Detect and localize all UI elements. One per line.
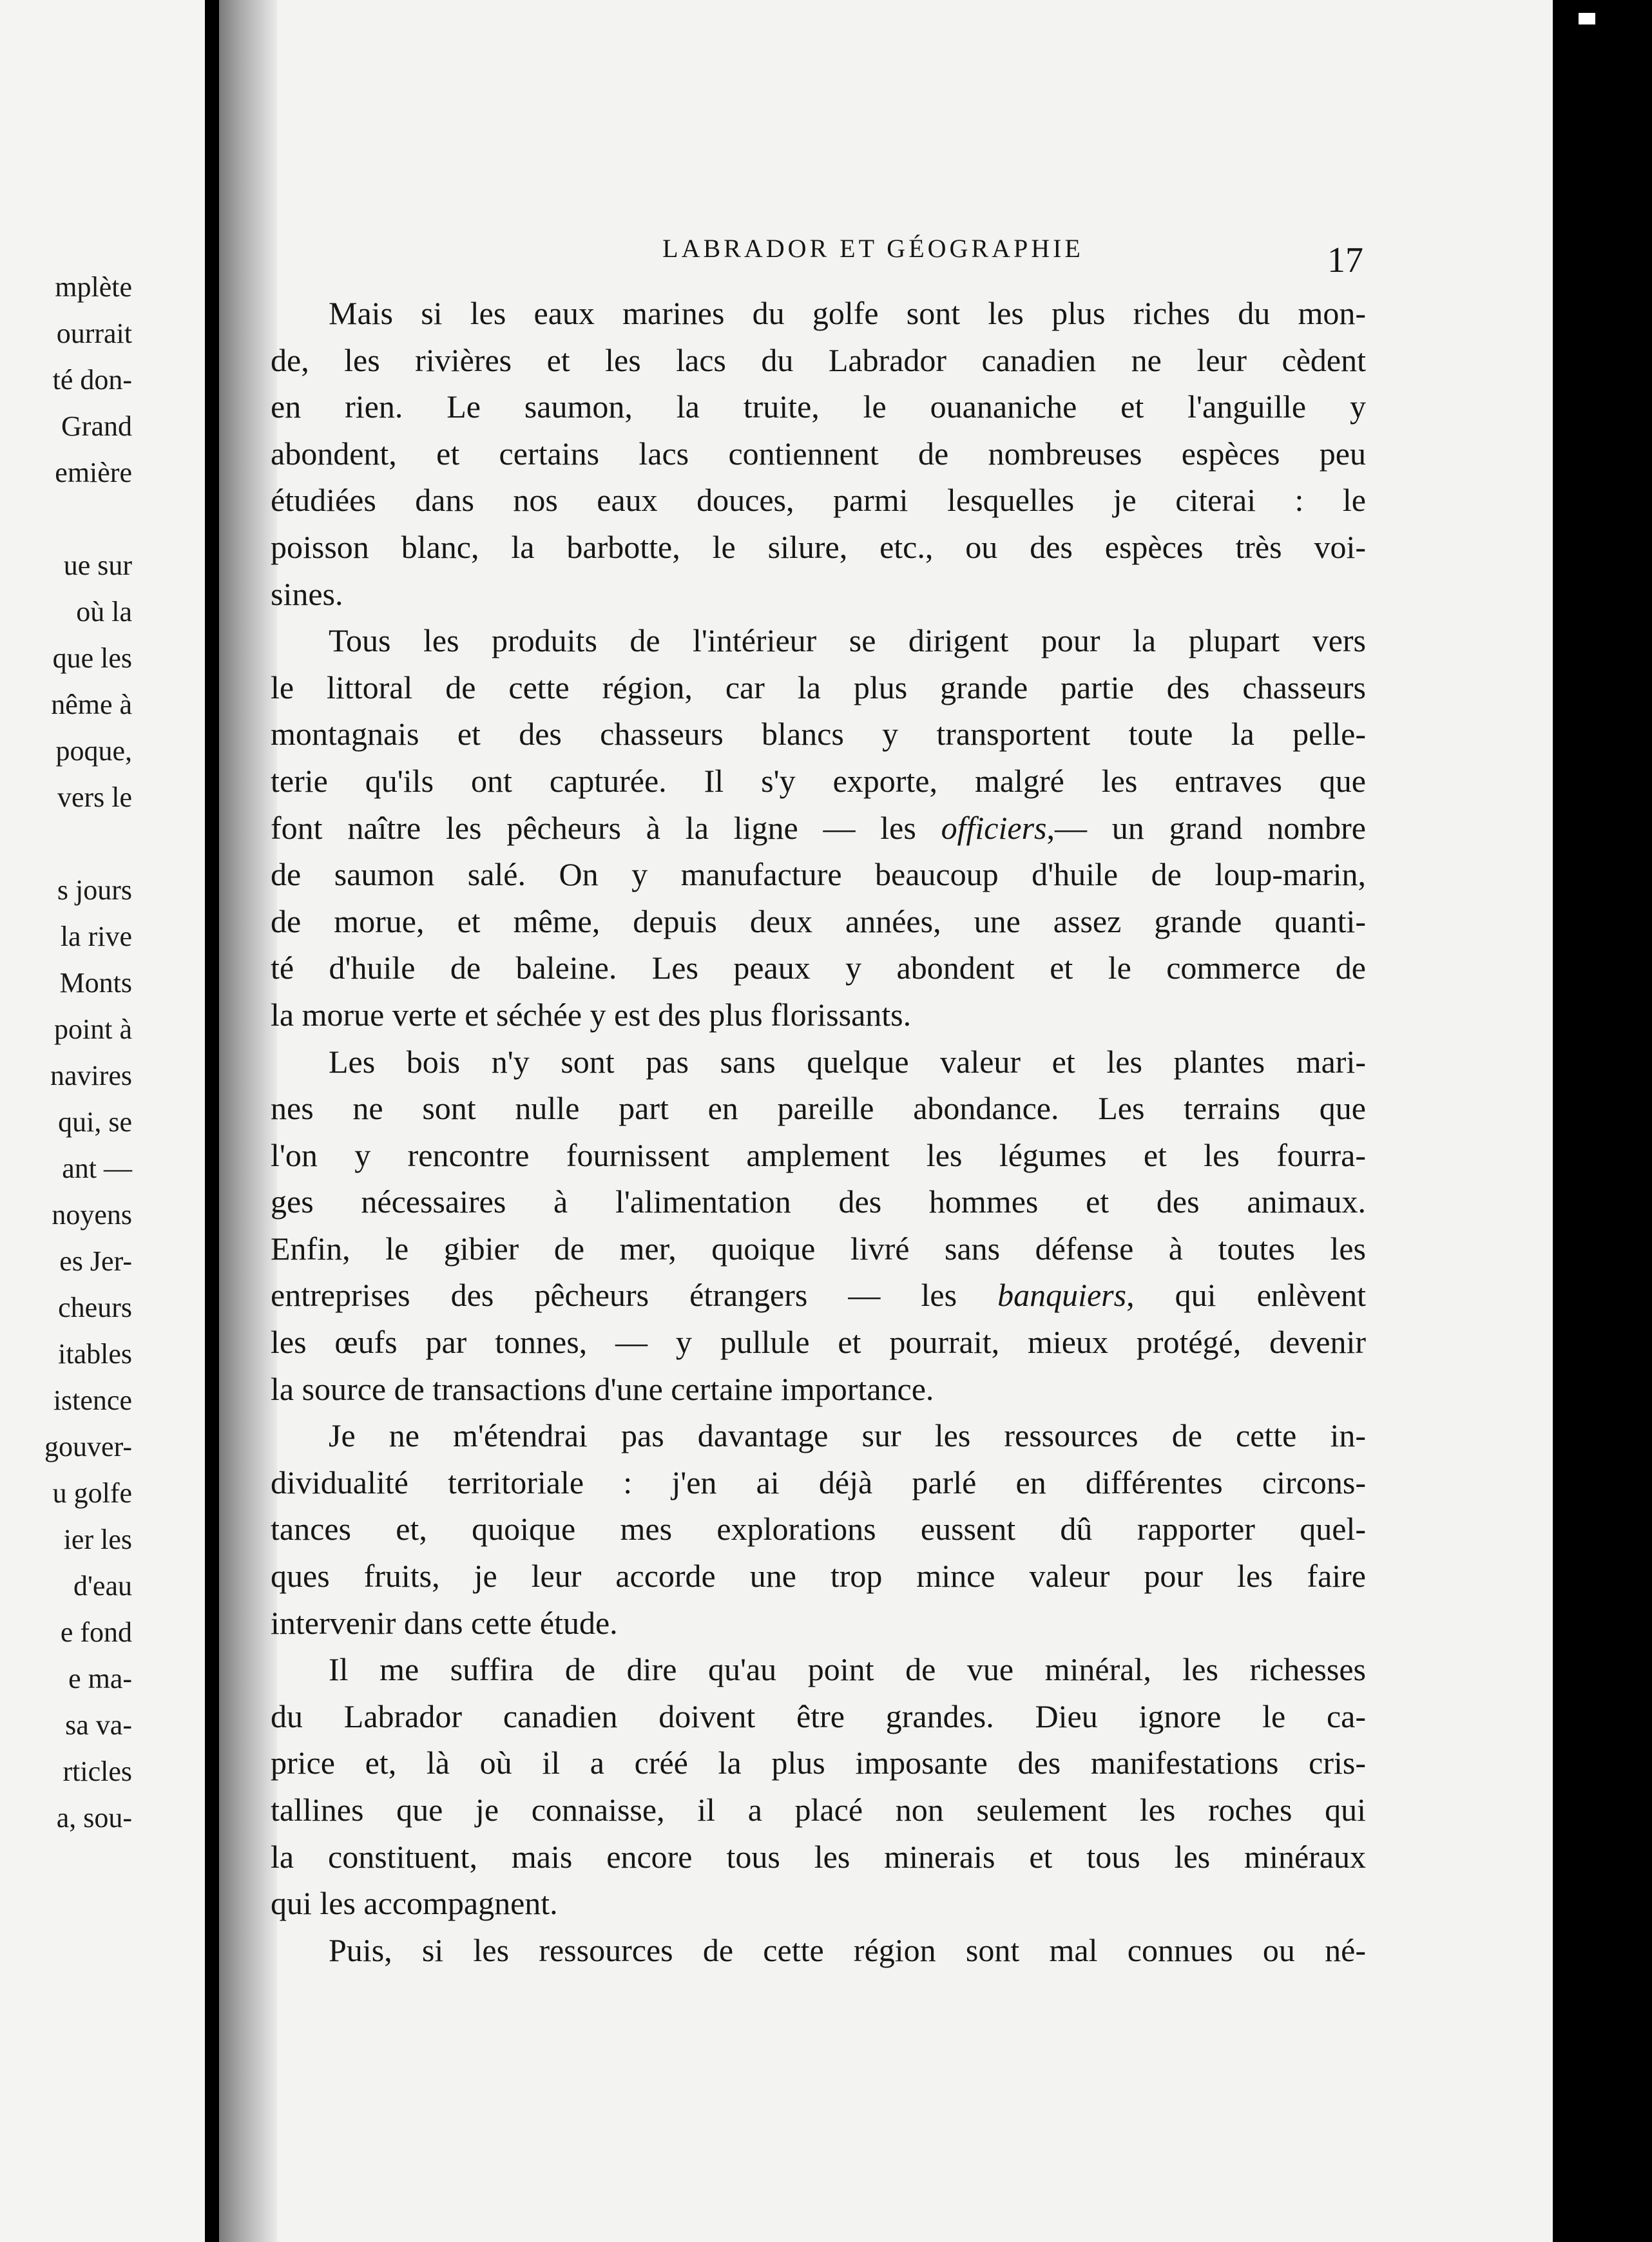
text-line: Enfin, le gibier de mer, quoique livré sans défense à toutes les	[271, 1230, 1366, 1267]
text-line: Je ne m'étendrai pas davantage sur les ressources de cette in-	[329, 1417, 1366, 1454]
edge-mark	[1579, 13, 1595, 24]
left-page-fragment: d'eau	[73, 1570, 132, 1602]
left-page-fragment: es Jer-	[59, 1245, 132, 1277]
text-segment: , qui enlèvent	[1126, 1277, 1366, 1314]
left-page-fragment: s jours	[57, 874, 132, 906]
page-edge	[1553, 0, 1652, 2242]
left-page-fragment: point à	[54, 1013, 132, 1045]
left-page-fragment: la rive	[60, 921, 132, 952]
text-line: le littoral de cette région, car la plus grande partie des chasseurs	[271, 669, 1366, 705]
text-line: nes ne sont nulle part en pareille abondance. Les terrains que	[271, 1090, 1366, 1127]
left-page-fragment: Grand	[61, 410, 132, 442]
left-page-fragment: ier les	[63, 1524, 132, 1555]
left-page-fragment: emière	[55, 457, 132, 488]
running-head: LABRADOR ET GÉOGRAPHIE	[662, 234, 1084, 263]
text-line: price et, là où il a créé la plus imposante des manifestations cris-	[271, 1745, 1366, 1781]
text-line: té d'huile de baleine. Les peaux y abondent et le commerce de	[271, 950, 1366, 986]
italic-term: officiers	[941, 809, 1047, 846]
left-page-fragment: istence	[53, 1384, 132, 1416]
text-line: poisson blanc, la barbotte, le silure, etc., ou des espèces très voi-	[271, 528, 1366, 565]
left-page-fragment: gouver-	[44, 1431, 132, 1462]
text-line: la constituent, mais encore tous les minerais et tous les minéraux	[271, 1838, 1366, 1875]
text-line: dividualité territoriale : j'en ai déjà parlé en différentes circons-	[271, 1464, 1366, 1500]
text-line: Il me suffira de dire qu'au point de vue minéral, les richesses	[329, 1651, 1366, 1688]
text-line: tances et, quoique mes explorations eussent dû rapporter quel-	[271, 1511, 1366, 1547]
text-line: en rien. Le saumon, la truite, le ouananiche et l'anguille y	[271, 388, 1366, 425]
italic-term: banquiers	[997, 1277, 1127, 1314]
left-page	[0, 0, 205, 2242]
text-line: Les bois n'y sont pas sans quelque valeur et les plantes mari-	[329, 1043, 1366, 1080]
text-segment: font naître les pêcheurs à la ligne — les	[271, 809, 941, 846]
book-spine	[219, 0, 277, 2242]
left-page-fragment: itables	[58, 1338, 132, 1370]
left-page-fragment: que les	[52, 642, 132, 674]
text-line: ques fruits, je leur accorde une trop mince valeur pour les faire	[271, 1558, 1366, 1595]
page-number: 17	[1327, 240, 1363, 280]
left-page-fragment: nême à	[51, 689, 132, 720]
text-line: la source de transactions d'une certaine importance.	[271, 1370, 934, 1407]
text-line: sines.	[271, 575, 343, 612]
text-line: intervenir dans cette étude.	[271, 1604, 618, 1641]
left-page-fragment: où la	[76, 596, 132, 628]
text-line: montagnais et des chasseurs blancs y transportent toute la pelle-	[271, 716, 1366, 752]
left-page-fragment: poque,	[55, 735, 132, 767]
text-line: ges nécessaires à l'alimentation des hommes et des animaux.	[271, 1183, 1366, 1220]
text-line: terie qu'ils ont capturée. Il s'y exporte, malgré les entraves que	[271, 762, 1366, 799]
text-line: Puis, si les ressources de cette région sont mal connues ou né-	[329, 1931, 1366, 1968]
left-page-fragment: rticles	[62, 1756, 132, 1787]
left-page-fragment: sa va-	[65, 1709, 132, 1741]
gutter-shadow	[205, 0, 219, 2242]
text-line: étudiées dans nos eaux douces, parmi lesquelles je citerai : le	[271, 482, 1366, 519]
left-page-fragment: u golfe	[52, 1477, 132, 1509]
left-page-fragment: mplète	[55, 271, 132, 303]
text-segment: ,— un grand nombre	[1046, 809, 1366, 846]
text-line: de morue, et même, depuis deux années, une assez grande quanti-	[271, 903, 1366, 939]
left-page-fragment: noyens	[52, 1199, 132, 1231]
left-page-fragment: té don-	[52, 364, 132, 396]
left-page-fragment: vers le	[57, 781, 132, 813]
text-line: du Labrador canadien doivent être grandes. Dieu ignore le ca-	[271, 1698, 1366, 1734]
left-page-fragment: Monts	[59, 967, 132, 999]
text-line: les œufs par tonnes, — y pullule et pourrait, mieux protégé, devenir	[271, 1324, 1366, 1361]
text-line: Mais si les eaux marines du golfe sont les plus riches du mon-	[329, 295, 1366, 331]
text-line: de, les rivières et les lacs du Labrador canadien ne leur cèdent	[271, 341, 1366, 378]
text-line: Tous les produits de l'intérieur se dirigent pour la plupart vers	[329, 622, 1366, 659]
left-page-fragment: e ma-	[68, 1663, 132, 1694]
text-line: de saumon salé. On y manufacture beaucoup d'huile de loup-marin,	[271, 856, 1366, 893]
left-page-fragment: a, sou-	[56, 1802, 132, 1834]
left-page-fragment: ourrait	[56, 318, 132, 349]
text-line	[271, 1272, 1366, 1319]
left-page-fragment: navires	[50, 1060, 132, 1091]
text-line: qui les accompagnent.	[271, 1885, 558, 1922]
text-line	[271, 805, 1366, 852]
text-line: abondent, et certains lacs contiennent de nombreuses espèces peu	[271, 435, 1366, 472]
text-line: la morue verte et séchée y est des plus florissants.	[271, 996, 912, 1033]
text-segment: entreprises des pêcheurs étrangers — les	[271, 1277, 998, 1314]
left-page-fragment: cheurs	[58, 1292, 132, 1323]
left-page-fragment: e fond	[60, 1616, 132, 1648]
body-text	[271, 290, 1366, 1973]
left-page-fragment: ant —	[62, 1153, 132, 1184]
text-line: tallines que je connaisse, il a placé non seulement les roches qui	[271, 1792, 1366, 1828]
text-line: l'on y rencontre fournissent amplement les légumes et les fourra-	[271, 1136, 1366, 1173]
left-page-fragment: qui, se	[58, 1106, 132, 1138]
left-page-fragment: ue sur	[63, 550, 132, 581]
